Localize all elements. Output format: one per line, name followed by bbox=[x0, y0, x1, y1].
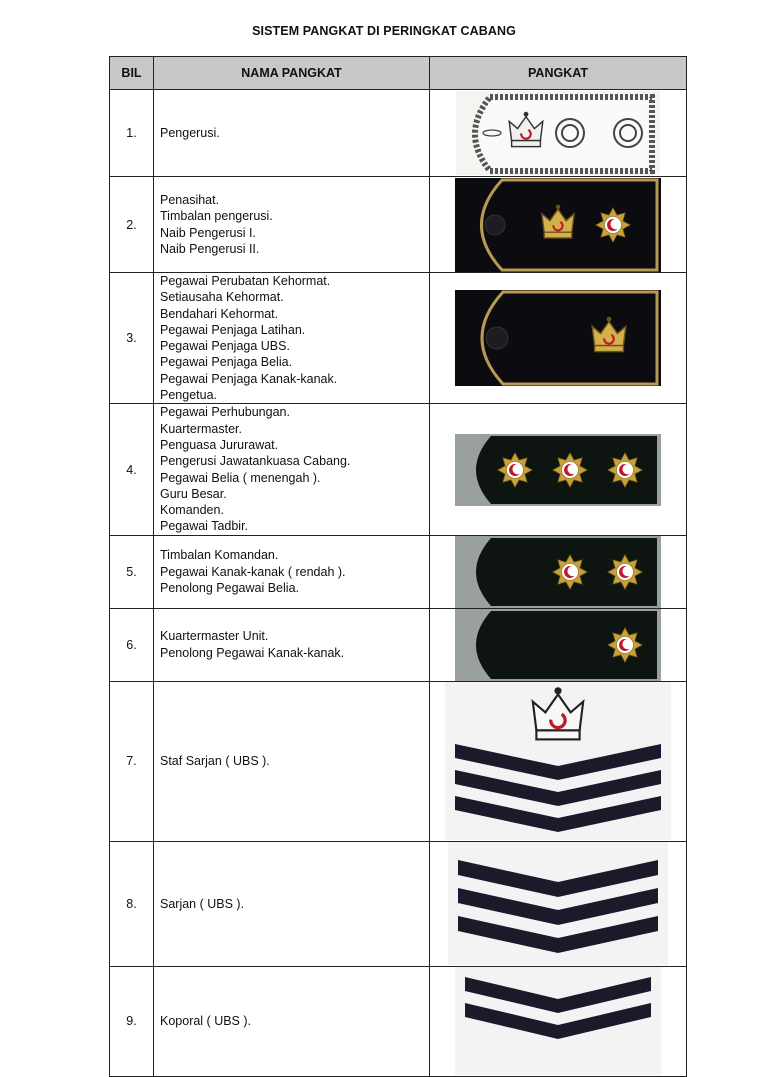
rank-name: Koporal ( UBS ). bbox=[160, 1014, 252, 1029]
rank-name: Penguasa Jururawat. bbox=[160, 437, 279, 452]
table-row bbox=[110, 966, 687, 1076]
rank-star-icon bbox=[553, 555, 587, 589]
rank-star-icon bbox=[498, 453, 532, 487]
rank-name: Timbalan pengerusi. bbox=[160, 209, 273, 224]
rank-name: Pengerusi. bbox=[160, 125, 220, 140]
rank-names bbox=[154, 177, 430, 273]
rank-name: Sarjan ( UBS ). bbox=[160, 896, 245, 911]
rank-insignia-image bbox=[430, 681, 687, 841]
header-pangkat: PANGKAT bbox=[430, 57, 687, 90]
rank-name: Timbalan Komandan. bbox=[160, 548, 279, 563]
rank-name: Pegawai Penjaga Latihan. bbox=[160, 322, 306, 337]
table-row bbox=[110, 841, 687, 966]
rank-insignia-image bbox=[430, 273, 687, 404]
row-number: 9. bbox=[110, 966, 154, 1076]
rank-insignia-image bbox=[430, 404, 687, 535]
rank-star-icon bbox=[608, 453, 642, 487]
table-row bbox=[110, 177, 687, 273]
header-nama-pangkat: NAMA PANGKAT bbox=[154, 57, 430, 90]
rank-insignia-image bbox=[430, 90, 687, 177]
row-number: 3. bbox=[110, 273, 154, 404]
row-number: 7. bbox=[110, 681, 154, 841]
rank-insignia-image bbox=[430, 608, 687, 681]
table-row bbox=[110, 681, 687, 841]
rank-names bbox=[154, 681, 430, 841]
rank-name: Penolong Pegawai Belia. bbox=[160, 580, 299, 595]
rank-insignia-image bbox=[430, 535, 687, 608]
rank-name: Kuartermaster. bbox=[160, 421, 242, 436]
rank-name: Pegawai Kanak-kanak ( rendah ). bbox=[160, 564, 346, 579]
rank-name: Pegawai Perhubungan. bbox=[160, 405, 290, 420]
rank-names bbox=[154, 841, 430, 966]
rank-name: Pengerusi Jawatankuasa Cabang. bbox=[160, 454, 351, 469]
table-row bbox=[110, 404, 687, 535]
row-number: 6. bbox=[110, 608, 154, 681]
rank-name: Pegawai Penjaga Kanak-kanak. bbox=[160, 371, 338, 386]
row-number: 2. bbox=[110, 177, 154, 273]
rank-name: Kuartermaster Unit. bbox=[160, 629, 269, 644]
rank-name: Pengetua. bbox=[160, 388, 217, 403]
rank-name: Pegawai Penjaga Belia. bbox=[160, 355, 293, 370]
rank-star-icon bbox=[596, 208, 630, 242]
table-row bbox=[110, 535, 687, 608]
table-row bbox=[110, 273, 687, 404]
header-bil: BIL bbox=[110, 57, 154, 90]
rank-star-icon bbox=[553, 453, 587, 487]
row-number: 5. bbox=[110, 535, 154, 608]
rank-insignia-image bbox=[430, 177, 687, 273]
rank-name: Staf Sarjan ( UBS ). bbox=[160, 754, 270, 769]
rank-name: Guru Besar. bbox=[160, 486, 227, 501]
rank-star-icon bbox=[608, 628, 642, 662]
page-title: SISTEM PANGKAT DI PERINGKAT CABANG bbox=[252, 24, 516, 38]
rank-name: Penolong Pegawai Kanak-kanak. bbox=[160, 645, 345, 660]
table-header-row bbox=[110, 57, 687, 90]
table-row bbox=[110, 90, 687, 177]
rank-insignia-image bbox=[430, 966, 687, 1076]
rank-name: Pegawai Perubatan Kehormat. bbox=[160, 274, 331, 288]
row-number: 8. bbox=[110, 841, 154, 966]
rank-names bbox=[154, 404, 430, 535]
rank-name: Naib Pengerusi II. bbox=[160, 241, 260, 256]
rank-name: Pegawai Tadbir. bbox=[160, 519, 249, 534]
rank-table bbox=[109, 56, 687, 1077]
rank-name: Setiausaha Kehormat. bbox=[160, 290, 284, 305]
rank-name: Komanden. bbox=[160, 503, 224, 518]
row-number: 1. bbox=[110, 90, 154, 177]
rank-star-icon bbox=[608, 555, 642, 589]
table-row bbox=[110, 608, 687, 681]
rank-names bbox=[154, 608, 430, 681]
rank-names bbox=[154, 535, 430, 608]
rank-names bbox=[154, 90, 430, 177]
rank-name: Bendahari Kehormat. bbox=[160, 306, 279, 321]
rank-name: Pegawai Belia ( menengah ). bbox=[160, 470, 321, 485]
rank-name: Naib Pengerusi I. bbox=[160, 225, 256, 240]
rank-name: Penasihat. bbox=[160, 192, 220, 207]
rank-insignia-image bbox=[430, 841, 687, 966]
rank-names bbox=[154, 273, 430, 404]
rank-name: Pegawai Penjaga UBS. bbox=[160, 339, 290, 354]
row-number: 4. bbox=[110, 404, 154, 535]
rank-names bbox=[154, 966, 430, 1076]
